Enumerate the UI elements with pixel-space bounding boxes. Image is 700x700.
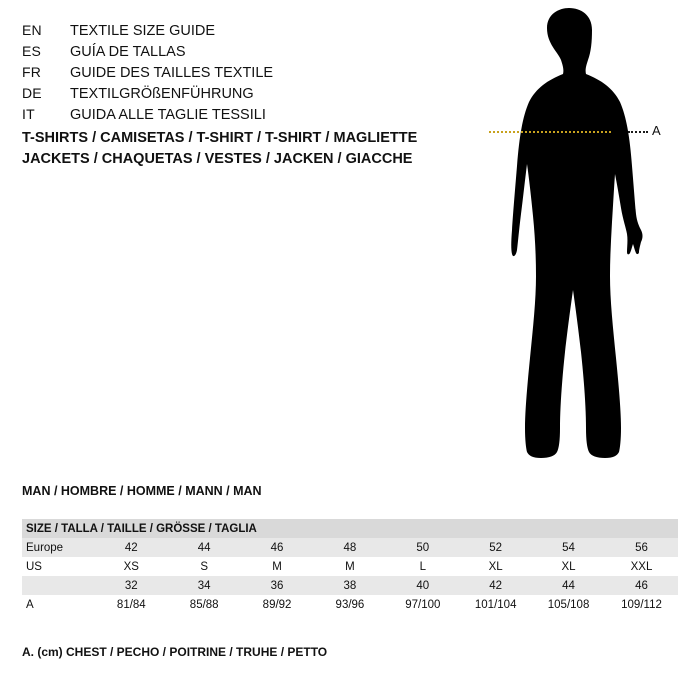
language-row-fr [22,64,442,85]
cell-chest-5: 97/100 [386,595,459,614]
table-row-us [22,557,678,576]
category-list [22,128,492,170]
category-jackets: JACKETS / CHAQUETAS / VESTES / JACKEN / GIACCHE [22,151,413,167]
cell-numeric-1: 32 [95,576,168,595]
cell-numeric-5: 40 [386,576,459,595]
cell-europe-2: 44 [168,538,241,557]
chest-measure-line [489,131,611,133]
male-silhouette-figure [455,8,685,468]
cell-europe-3: 46 [241,538,314,557]
language-text-it: GUIDA ALLE TAGLIE TESSILI [70,107,266,123]
male-silhouette-icon [455,8,685,468]
size-table-wrap [22,519,678,614]
language-text-es: GUÍA DE TALLAS [70,44,186,60]
language-text-en: TEXTILE SIZE GUIDE [70,23,216,39]
language-row-it [22,106,442,127]
cell-europe-6: 52 [459,538,532,557]
language-code-fr: FR [22,64,42,80]
cell-chest-8: 109/112 [605,595,678,614]
table-header-row [22,519,678,538]
table-row-chest [22,595,678,614]
cell-chest-6: 101/104 [459,595,532,614]
cell-us-2: S [168,557,241,576]
table-header-label: SIZE / TALLA / TAILLE / GRÖSSE / TAGLIA [22,519,678,538]
cell-us-1: XS [95,557,168,576]
cell-numeric-8: 46 [605,576,678,595]
cell-us-3: M [241,557,314,576]
category-tshirts: T-SHIRTS / CAMISETAS / T-SHIRT / T-SHIRT / MAGLIETTE [22,130,418,146]
cell-numeric-4: 38 [314,576,387,595]
cell-us-4: M [314,557,387,576]
language-text-de: TEXTILGRÖßENFÜHRUNG [70,86,254,102]
cell-numeric-6: 42 [459,576,532,595]
chest-footnote: A. (cm) CHEST / PECHO / POITRINE / TRUHE / PETTO [22,645,328,659]
cell-numeric-3: 36 [241,576,314,595]
language-row-de [22,85,442,106]
gender-label: MAN / HOMBRE / HOMME / MANN / MAN [22,484,262,498]
cell-us-5: L [386,557,459,576]
language-list [22,22,442,127]
cell-us-6: XL [459,557,532,576]
language-code-en: EN [22,22,42,38]
cell-europe-4: 48 [314,538,387,557]
cell-us-7: XL [532,557,605,576]
cell-numeric-2: 34 [168,576,241,595]
chest-measure-label: A [652,123,661,138]
cell-numeric-7: 44 [532,576,605,595]
row-label-us: US [22,557,95,576]
cell-europe-8: 56 [605,538,678,557]
cell-chest-3: 89/92 [241,595,314,614]
cell-chest-2: 85/88 [168,595,241,614]
language-code-es: ES [22,43,42,59]
cell-europe-1: 42 [95,538,168,557]
language-code-de: DE [22,85,42,101]
chest-measure-leader [628,131,648,133]
cell-europe-7: 54 [532,538,605,557]
row-label-numeric [22,576,95,595]
size-table [22,519,678,614]
row-label-europe: Europe [22,538,95,557]
cell-chest-1: 81/84 [95,595,168,614]
cell-chest-7: 105/108 [532,595,605,614]
language-row-en [22,22,442,43]
table-row-numeric [22,576,678,595]
table-row-europe [22,538,678,557]
language-text-fr: GUIDE DES TAILLES TEXTILE [70,65,274,81]
language-row-es [22,43,442,64]
language-code-it: IT [22,106,35,122]
row-label-chest: A [22,595,95,614]
cell-chest-4: 93/96 [314,595,387,614]
cell-us-8: XXL [605,557,678,576]
cell-europe-5: 50 [386,538,459,557]
